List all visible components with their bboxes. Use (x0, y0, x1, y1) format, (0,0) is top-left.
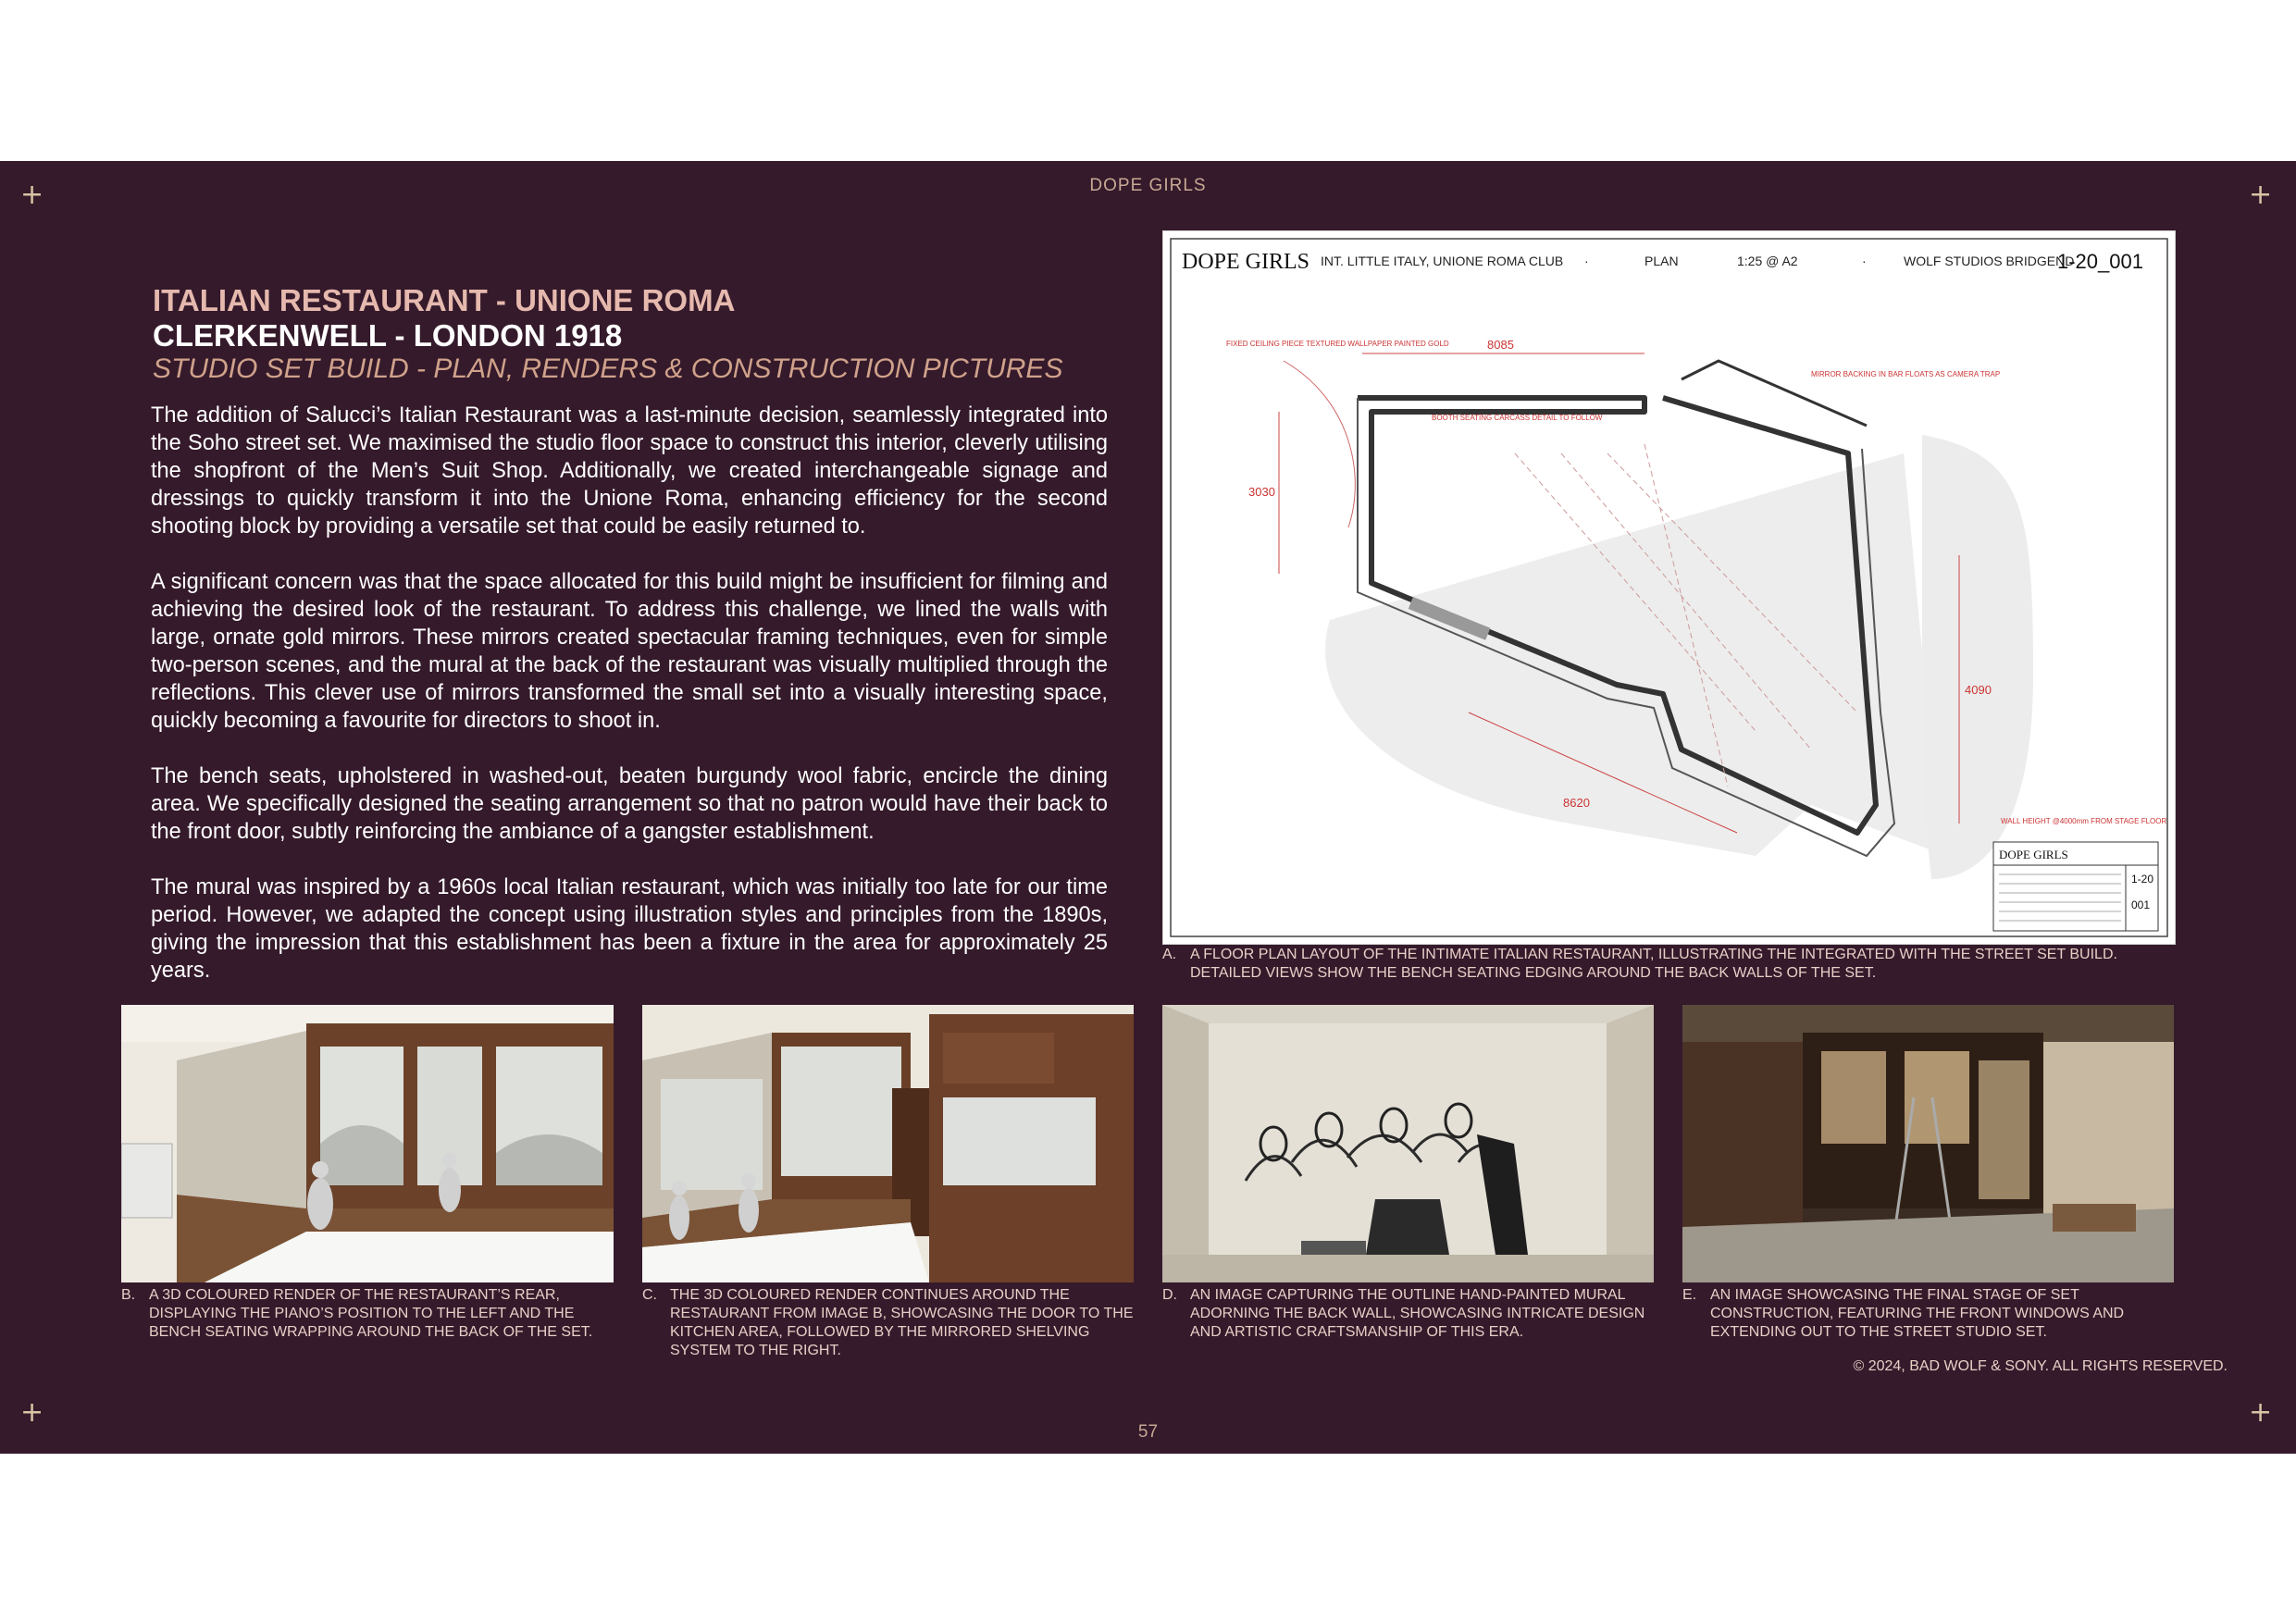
caption-a (1162, 946, 2174, 986)
page-number: 57 (1137, 1422, 1159, 1442)
plan-dimension: 4090 (1965, 683, 1992, 697)
copyright-notice: © 2024, BAD WOLF & SONY. ALL RIGHTS RESERVED. (1853, 1358, 2228, 1374)
plan-separator: · (1584, 254, 1589, 268)
crop-mark-icon: + (2249, 1396, 2273, 1429)
caption-text: AN IMAGE SHOWCASING THE FINAL STAGE OF SET CONSTRUCTION, FEATURING THE FRONT WINDOWS AND EXTENDING OUT TO THE STREET STUDIO SET. (1710, 1287, 2125, 1340)
titleblock-number: 1-20 (2131, 873, 2154, 886)
plan-note: WALL HEIGHT @4000mm FROM STAGE FLOOR (2001, 817, 2167, 825)
caption-text: AN IMAGE CAPTURING THE OUTLINE HAND-PAINTED MURAL ADORNING THE BACK WALL, SHOWCASING INTRICATE DESIGN AND ARTISTIC CRAFTSMANSHIP OF THIS ERA. (1190, 1287, 1645, 1340)
plan-view: PLAN (1644, 254, 1679, 268)
page-spread (0, 161, 2296, 1454)
render-image-b (121, 1005, 614, 1282)
plan-title: DOPE GIRLS (1182, 250, 1310, 274)
render-image-c (642, 1005, 1134, 1282)
plan-dimension: 8620 (1563, 796, 1590, 810)
paragraph: The bench seats, upholstered in washed-out, beaten burgundy wool fabric, encircle the dining area. We specifically designed the seating arrangement so that no patron would have their back to the front door, subtly reinforcing the ambiance of a gangster establishment. (151, 764, 1108, 844)
titleblock-sheet: 001 (2131, 898, 2151, 911)
caption-c (642, 1286, 1134, 1369)
caption-letter: C. (642, 1287, 657, 1303)
plan-set-name: INT. LITTLE ITALY, UNIONE ROMA CLUB (1321, 254, 1564, 268)
plan-separator: · (1862, 254, 1867, 268)
caption-letter: D. (1162, 1287, 1177, 1303)
caption-letter: B. (121, 1287, 136, 1303)
crop-mark-icon: + (20, 179, 44, 211)
caption-text: THE 3D COLOURED RENDER CONTINUES AROUND THE RESTAURANT FROM IMAGE B, SHOWCASING THE DOOR TO THE KITCHEN AREA, FOLLOWED BY THE MIRRORED SHELVING SYSTEM TO THE RIGHT. (670, 1287, 1134, 1358)
plan-number: 1-20_001 (2057, 250, 2143, 273)
page-title: ITALIAN RESTAURANT - UNIONE ROMA (153, 283, 736, 317)
caption-d (1162, 1286, 1654, 1351)
caption-letter: A. (1162, 947, 1177, 962)
plan-note: FIXED CEILING PIECE TEXTURED WALLPAPER PAINTED GOLD (1226, 340, 1449, 348)
caption-text: A FLOOR PLAN LAYOUT OF THE INTIMATE ITALIAN RESTAURANT, ILLUSTRATING THE INTEGRATED WITH THE STREET SET BUILD. DETAILED VIEWS SHOW THE BENCH SEATING EDGING AROUND THE BACK WALLS OF THE SET. (1190, 947, 2117, 981)
construction-photo-e (1682, 1005, 2174, 1282)
floor-plan-drawing (1162, 230, 2176, 945)
running-header: DOPE GIRLS (1089, 176, 1207, 195)
body-text (151, 402, 1108, 1012)
paragraph: The mural was inspired by a 1960s local Italian restaurant, which was initially too late for our time period. However, we adapted the concept using illustration styles and principles from the 1890s, giving the impression that this establishment has been a fixture in the area for approximately 25 years. (151, 875, 1108, 983)
caption-letter: E. (1682, 1287, 1697, 1303)
mural-photo-d (1162, 1005, 1654, 1282)
plan-note: MIRROR BACKING IN BAR FLOATS AS CAMERA TRAP (1811, 370, 2001, 378)
crop-mark-icon: + (2249, 179, 2273, 211)
page-subtitle: CLERKENWELL - LONDON 1918 (153, 318, 623, 353)
caption-b (121, 1286, 621, 1351)
plan-dimension: 3030 (1248, 485, 1275, 499)
plan-scale: 1:25 @ A2 (1737, 254, 1798, 268)
plan-studio: WOLF STUDIOS BRIDGEND (1904, 254, 2075, 268)
paragraph: The addition of Salucci’s Italian Restaurant was a last-minute decision, seamlessly integrated into the Soho street set. We maximised the studio floor space to construct this interior, cleverly utilising the shopfront of the Men’s Suit Shop. Additionally, we created interchangeable signage and dressings to quickly transform it into the Unione Roma, enhancing efficiency for the second shooting block by providing a versatile set that could be easily returned to. (151, 403, 1108, 539)
caption-text: A 3D COLOURED RENDER OF THE RESTAURANT’S REAR, DISPLAYING THE PIANO’S POSITION TO THE LEFT AND THE BENCH SEATING WRAPPING AROUND THE BACK OF THE SET. (149, 1287, 593, 1340)
caption-e (1682, 1286, 2174, 1351)
crop-mark-icon: + (20, 1396, 44, 1429)
page-section-title: STUDIO SET BUILD - PLAN, RENDERS & CONSTRUCTION PICTURES (153, 353, 1063, 384)
paragraph: A significant concern was that the space allocated for this build might be insufficient for filming and achieving the desired look of the restaurant. To address this challenge, we lined the walls with large, ornate gold mirrors. These mirrors created spectacular framing techniques, even for simple two-person scenes, and the mural at the back of the restaurant was visually multiplied through the reflections. This clever use of mirrors transformed the small set into a visually interesting space, quickly becoming a favourite for directors to shoot in. (151, 570, 1108, 733)
titleblock-name: DOPE GIRLS (1999, 848, 2068, 861)
plan-note: BOOTH SEATING CARCASS DETAIL TO FOLLOW (1432, 414, 1603, 422)
plan-dimension: 8085 (1487, 338, 1514, 352)
